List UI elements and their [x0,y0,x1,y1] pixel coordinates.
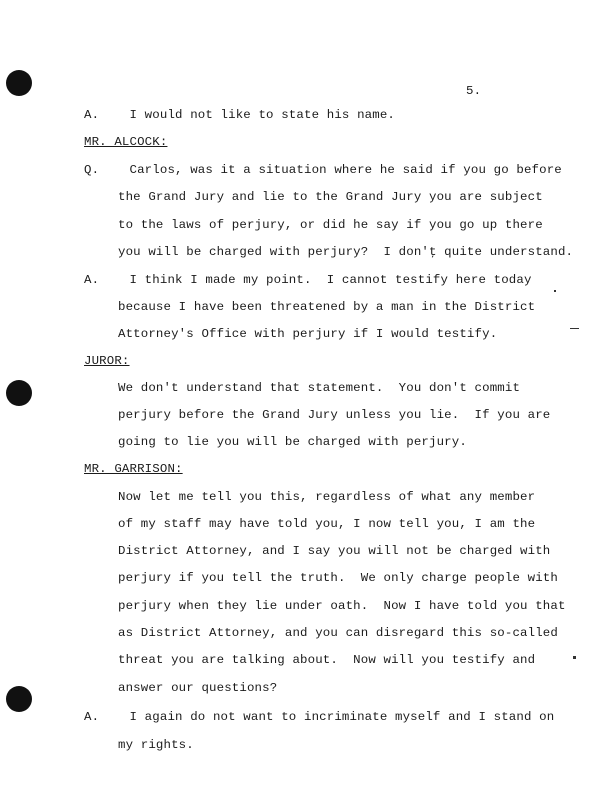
question-line: the Grand Jury and lie to the Grand Jury you are subject [118,190,543,204]
statement-line: District Attorney, and I say you will not be charged with [118,544,551,558]
statement-line: going to lie you will be charged with perjury. [118,435,467,449]
answer-line: Attorney's Office with perjury if I would testify. [118,327,498,341]
statement-line: Now let me tell you this, regardless of what any member [118,490,536,504]
question-line: Q. Carlos, was it a situation where he said if you go before [84,163,562,177]
statement-line: as District Attorney, and you can disregard this so-called [118,626,558,640]
statement-line: threat you are talking about. Now will you testify and [118,653,536,667]
speaker-label: MR. GARRISON: [84,462,183,476]
question-line: to the laws of perjury, or did he say if you go up there [118,218,543,232]
answer-line: A. I would not like to state his name. [84,108,396,122]
statement-line: perjury before the Grand Jury unless you lie. If you are [118,408,551,422]
statement-line: We don't understand that statement. You don't commit [118,381,521,395]
statement-line: perjury if you tell the truth. We only charge people with [118,571,558,585]
punch-hole [6,686,32,712]
answer-line: because I have been threatened by a man in the District [118,300,536,314]
scan-mark [570,328,579,329]
punch-hole [6,380,32,406]
scan-mark [554,290,556,292]
question-line: you will be charged with perjury? I don'ţ quite understand. [118,245,574,259]
answer-line: A. I think I made my point. I cannot testify here today [84,273,532,287]
statement-line: of my staff may have told you, I now tell you, I am the [118,517,536,531]
statement-line: answer our questions? [118,681,278,695]
page-number: 5. [466,84,482,98]
scan-mark [573,656,576,659]
speaker-label: JUROR: [84,354,130,368]
answer-line: A. I again do not want to incriminate myself and I stand on [84,710,555,724]
speaker-label: MR. ALCOCK: [84,135,168,149]
punch-hole [6,70,32,96]
answer-line: my rights. [118,738,194,752]
statement-line: perjury when they lie under oath. Now I have told you that [118,599,566,613]
